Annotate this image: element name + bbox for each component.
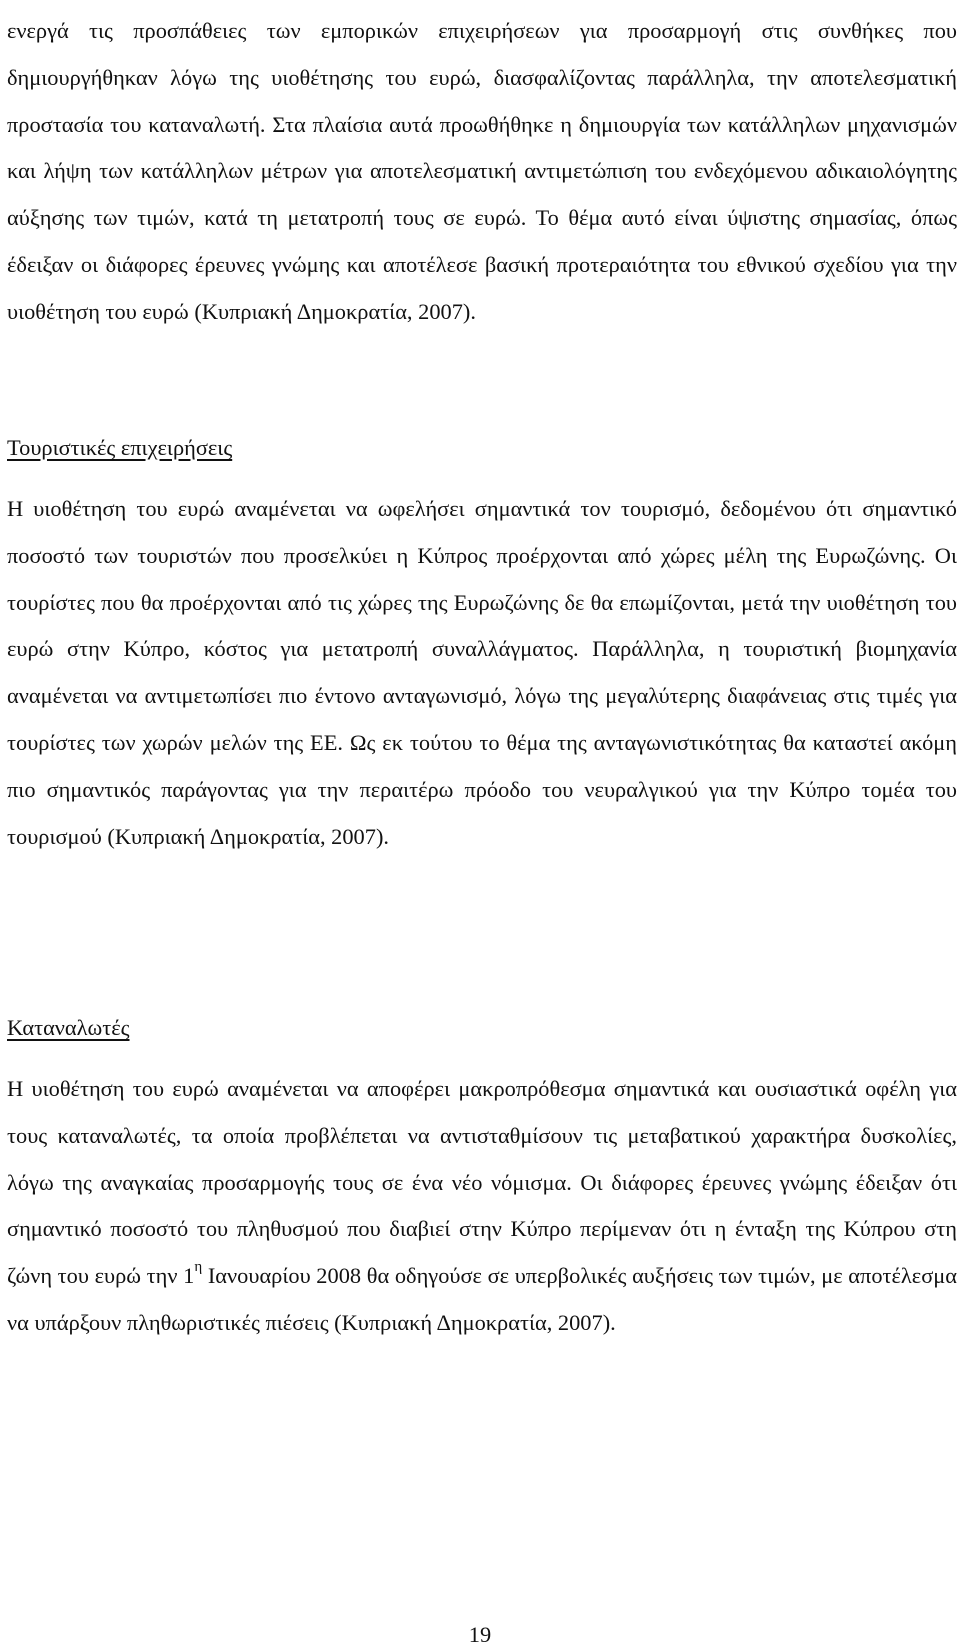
consumers-text-part2: Ιανουαρίου 2008 θα οδηγούσε σε υπερβολικές αυξήσεις των τιμών, με αποτέλεσμα να υπάρξουν πληθωριστικές πιέσεις (Κυπριακή Δημοκρατία, 2007). [7, 1263, 957, 1335]
intro-paragraph: ενεργά τις προσπάθειες των εμπορικών επιχειρήσεων για προσαρμογή στις συνθήκες που δημιουργήθηκαν λόγω της υιοθέτησης του ευρώ, διασφαλίζοντας παράλληλα, την αποτελεσματική προστασία του καταναλωτή. Στα πλαίσια αυτά προωθήθηκε η δημιουργία των κατάλληλων μηχανισμών και λήψη των κατάλληλων μέτρων για αποτελεσματική αντιμετώπιση του ενδεχόμενου αδικαιολόγητης αύξησης των τιμών, κατά τη μετατροπή τους σε ευρώ. Το θέμα αυτό είναι ύψιστης σημασίας, όπως έδειξαν οι διάφορες έρευνες γνώμης και αποτέλεσε βασική προτεραιότητα του εθνικού σχεδίου για την υιοθέτηση του ευρώ (Κυπριακή Δημοκρατία, 2007). [7, 18, 957, 324]
ordinal-superscript: η [194, 1258, 203, 1275]
section-heading-consumers: Καταναλωτές [7, 1015, 130, 1040]
page-number: 19 [468, 1622, 492, 1647]
section-heading-tourism: Τουριστικές επιχειρήσεις [7, 435, 233, 460]
consumers-paragraph [7, 1066, 957, 1347]
consumers-text-part1: Η υιοθέτηση του ευρώ αναμένεται να αποφέρει μακροπρόθεσμα σημαντικά και ουσιαστικά οφέλη για τους καταναλωτές, τα οποία προβλέπεται να αντισταθμίσουν τις μεταβατικού χαρακτήρα δυσκολίες, λόγω της αναγκαίας προσαρμογής τους σε ένα νέο νόμισμα. Οι διάφορες έρευνες γνώμης έδειξαν ότι σημαντικό ποσοστό του πληθυσμού που διαβιεί στην Κύπρο περίμεναν ότι η ένταξη της Κύπρου στη ζώνη του ευρώ την 1 [7, 1076, 957, 1289]
tourism-paragraph: Η υιοθέτηση του ευρώ αναμένεται να ωφελήσει σημαντικά τον τουρισμό, δεδομένου ότι σημαντικό ποσοστό των τουριστών που προσελκύει η Κύπρος προέρχονται από χώρες μέλη της Ευρωζώνης. Οι τουρίστες που θα προέρχονται από τις χώρες της Ευρωζώνης δε θα επωμίζονται, μετά την υιοθέτηση του ευρώ στην Κύπρο, κόστος για μετατροπή συναλλάγματος. Παράλληλα, η τουριστική βιομηχανία αναμένεται να αντιμετωπίσει πιο έντονο ανταγωνισμό, λόγω της μεγαλύτερης διαφάνειας στις τιμές για τουρίστες των χωρών μελών της ΕΕ. Ως εκ τούτου το θέμα της ανταγωνιστικότητας θα καταστεί ακόμη πιο σημαντικός παράγοντας για την περαιτέρω πρόοδο του νευραλγικού για την Κύπρο τομέα του τουρισμού (Κυπριακή Δημοκρατία, 2007). [7, 496, 957, 849]
